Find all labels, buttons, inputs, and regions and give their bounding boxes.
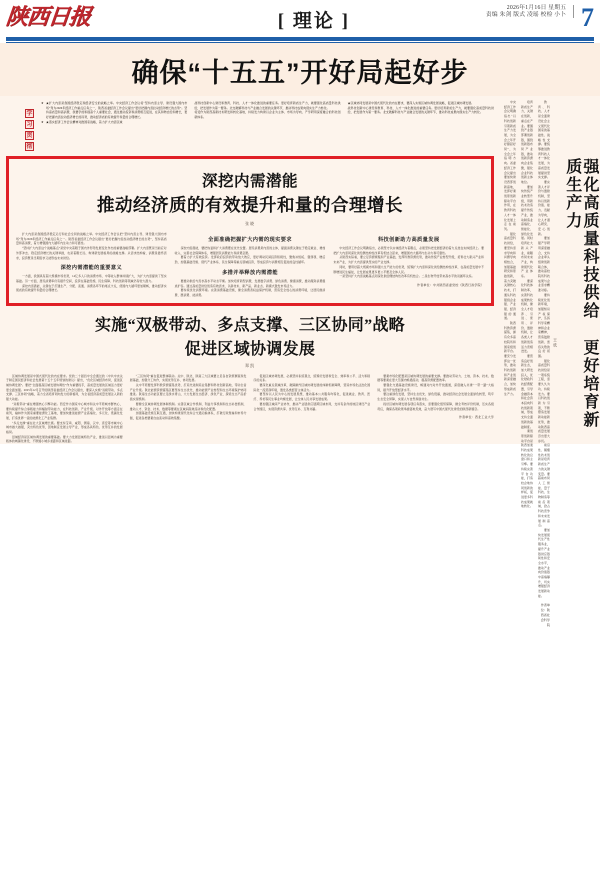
body-paragraph: 要持续优化创新环境，加强知识产权保护，弘扬科学家精神和企业家精神，营造鼓励创新、宽容失败的良好氛围。: [538, 292, 550, 358]
second-article-byline: 郑凯: [245, 362, 255, 368]
body-paragraph: 陕西科教资源富集，拥有众多高校院所和国家级创新平台。要充分发挥这一优势，推动科技创新和产业创新深度融合，加快形成新质生产力。: [504, 321, 516, 396]
body-paragraph: 深挖内需潜能，要把恢复和扩大消费摆在优先位置。居民消费是内需的主体，提振消费关键在于稳定就业、增加收入、完善社会保障体系，增强居民消费能力和消费意愿。: [174, 246, 326, 255]
seal-stamp: 彻: [26, 144, 33, 150]
second-article-column: [6, 374, 123, 445]
lead-paragraph: 将受作为陕西高新技术研发和转化基地，持续发力构建以企业为主体、市场为导向、产学研用深度融合的科技创新体系。: [194, 110, 341, 120]
masthead-center: [126, 2, 502, 33]
body-paragraph: 强化高质量科技供给，要坚持需求导向和问题导向相结合，加强基础研究和原始创新，着力突破关键核心技术，打通从科技强到企业强、产业强、经济强的通道。: [504, 231, 516, 321]
body-paragraph: “多点支撑”重在壮大区域增长极。要支持宝鸡、咸阳、渭南、汉中、延安等市域中心城市做大做强，突出特色优势，因地制宜发展主导产业，形成各具特色、优势互补的发展格局。: [6, 420, 123, 435]
seal-stamp: 贯: [26, 133, 33, 139]
second-article-title-line1: 实施“双极带动、多点支撑、三区协同”战略: [94, 316, 405, 334]
main-article-column: [333, 232, 484, 298]
body-paragraph: 要素市场化配置是区域协调发展的重要支撑。要推动劳动力、土地、资本、技术、数据等要素在更大范围内畅通流动，提高资源配置效率。: [377, 373, 494, 383]
lead-paragraph: ★ ★扩大内需是我国经济稳定和经济安全的战略之举。中央经济工作会议将“坚持内需主导、建设强大国内市场”列为2026年经济工作重点任务之一，陕西省委经济工作会议提出“更好把握内需拉动经济增长的态势”。坚持高质量和高消费，我要学的和提高个人重要社会，通过推动投资和消费相互促进，在其和物自给和增长，更好把握内需拉动经济增长的趋势，推动经济质的有效提升和量的合理增长。: [41, 101, 187, 120]
body-paragraph: 关中平原要发挥科教资源富集优势，打造先进制造业集群和科技创新高地，带动全省产业升级。陕北能源资源富集区要坚持生态优先，推动能源产业转型和生态环境保护协同推进。陕南生态功能区要立足绿水青山，大力发展生态经济、绿色产业，探索生态产品价值实现机制。: [129, 383, 247, 402]
top-strip-column: [194, 101, 340, 151]
lead-paragraph: ★区域协同发展是中国式现代化的内在要求，要深入实施区域协调发展战略，促进区域协调发展。: [347, 101, 475, 105]
lead-paragraph: ★ ★落实经济工作会议精神对推国家战略，着力扩大内需区域: [41, 120, 187, 125]
lead-paragraph: 战科技创新中心建设和教育、科技、人才一体化推进的重要任务。更好培育新质生产力，就要强化高质量科技供给，把发展作为第一要务。北支破解科技与产业融合发展的关键环节，推动科技成果向现实生产力转化。: [347, 105, 494, 115]
editor-credits: 责编 朱剑 版式 凌瑶 校检 小卜: [485, 10, 566, 18]
masthead-logo-text: 陕西日报: [4, 4, 92, 29]
seal-stamp: 习: [26, 122, 33, 128]
main-article-byline: 张晓: [245, 221, 255, 226]
banner-headline-area: [0, 43, 600, 96]
body-paragraph: “坚持扩大内需这个战略基点”是党中央着眼于国内外形势发展变化作出的重要战略部署。扩大内需既是当前应对外部冲击、稳定经济增长的关键举措，也是着眼长远、构建新发展格局的战略支撑。从需求结构看，消费是最终需求，投资既是当期需求又能形成未来供给。: [16, 246, 167, 260]
shaanxi-daily-masthead[interactable]: [6, 2, 126, 34]
main-article-subhead: 多措并举释放内需潜能: [222, 269, 278, 276]
body-paragraph: 中央经济工作会议明确指出，必须坚守以实体经济为着眼点，必须坚持把发展经济的着力点放在实体经济上。要把扩大内需同深化供给侧结构性改革有机结合起来，增强国内大循环内生动力和可靠性。: [333, 246, 485, 255]
body-paragraph: 培育新质生产力，关键在创新，重点在产业。要围绕产业链部署创新链，围绕创新链布局产业链，推动创新资源向企业集聚，强化企业科技创新主体地位。: [521, 100, 533, 184]
body-paragraph: “三区协同”重在促进整体联动。关中、陕北、陕南三大区域要立足各自资源禀赋和发展基础，加强分工协作，实现优势互补、协同发展。: [129, 373, 247, 383]
seal-stamp: 学: [26, 111, 33, 117]
body-paragraph: 前沿性、颠覆性技术创新是培育新质生产力的关键变量。要超前布局人工智能、量子科技、生物制造等前沿领域，抢占科技竞争和未来发展制高点。: [538, 443, 550, 528]
body-paragraph: 扩大内需是我国经济稳定运行和社会全局的战略之举。中央经济工作会议把“坚持内需主导、建设强大国内市场”列为2026年经济工作重点任务之一。陕西省委经济工作会议提出“更好把握内需拉动经济增长的态势”，坚持高质量和高消费，着力增强国内大循环内生动力和可靠性。: [16, 232, 167, 246]
page-section-title: [ 理论 ]: [277, 11, 350, 32]
body-paragraph: 要持续优化消费环境。完善消费基础设施，健全消费者权益保护机制，营造安全放心的消费环境，让居民敢消费、愿消费、能消费。: [174, 288, 326, 297]
masthead: [0, 0, 600, 36]
main-article-column: [175, 232, 326, 298]
main-article-subhead: 全面准确把握扩大内需的现实要求: [208, 237, 292, 243]
top-strip-column: [41, 101, 187, 151]
body-paragraph: 要强化交通基础设施建设，畅通对内对外开放通道，深度融入共建“一带一路”大格局，提升开放型经济水平。: [377, 383, 494, 392]
second-article-title: [6, 312, 494, 359]
body-paragraph: 抓好区域协调发展各项任务落实，需要强化组织保障，健全考核评价机制，压实各级责任，确保各项政策举措落地见效，奋力谱写中国式现代化建设的陕西新篇章。: [377, 401, 494, 411]
body-paragraph: 要深化科技体制改革，完善科技成果转化机制，健全人才培养、引进、使用、评价、激励机制，让各类人才创新创造活力竞相迸发。: [521, 278, 533, 354]
body-paragraph: 要营造良好创新生态，加大研发投入，优化财政科技经费配置，引导金融资本和社会资本投向科技创新领域，形成支持全面创新的基础制度。: [521, 353, 533, 429]
body-paragraph: “双极带动”重在增强核心引擎功能。西安作为国家中心城市和关中平原城市群核心，要持续提升综合承载能力和辐射带动能力，在科技创新、产业升级、对外开放等方面走在前列，榆林作为国家重要能源化工基地，要加快推进能源产业高端化、多元化、低碳化发展，打造世界一流的能源化工产业集群。: [6, 401, 123, 420]
body-paragraph: 促进区域协调发展，必须坚持系统观念，统筹好发展和安全、效率和公平、活力和秩序的关系。: [253, 373, 371, 383]
sidebar-byline: 王欣: [553, 338, 558, 348]
sidebar-vertical-headline: 强化高质量科技供给 更好培育新质生产力: [563, 158, 598, 429]
body-paragraph: 要着力扩大有效投资。发挥政府投资的带动放大效应，更好调动民间投资积极性，聚焦补短板、强弱项、增后劲，加强基础设施、现代产业体系、民生保障等重点领域投资，形成投资与消费相互促进的良性循环。: [174, 255, 326, 265]
page-content: [0, 96, 600, 627]
body-paragraph: 一是坚持扩大内需战略基点同深化供给侧结构性改革有机结合。二是生物开放带来高水平的双循环关系。: [339, 274, 475, 279]
sidebar-credit: 作者单位：陕西省社会科学院: [540, 602, 550, 627]
masthead-right: [485, 2, 594, 32]
body-paragraph: 要加强产学研用深度融合，支持企业牵头组建创新联合体，推动高校院所科技成果与企业需求精准对接。: [538, 236, 550, 293]
second-article-column: [254, 374, 371, 445]
body-paragraph: 区域协调发展是中国式现代化的内在要求。党的二十届四中全会通过的《中共中央关于制定国民经济和社会发展第十五个五年规划的建议》提出，“优化区域经济布局，促进区域协调发展”。要把“全面提高区域发展协调性”作为重要抓手，高质量发展的区域活力更好更全面加强。2025年12月召开的陕西省委经济工作会议提出，要深入实施“双极带动、多点支撑、三区协同”战略，着力全省培育同向发力的新格局，为全省经济高质量发展注入新的强大动能。: [6, 373, 123, 402]
second-article-column: [377, 374, 494, 445]
second-article-title-line2: 促进区域协调发展: [184, 340, 316, 358]
body-paragraph: 县域经济是区域协调发展的重要基础。要大力发展县域特色产业，推进以县城为重要载体的城镇化建设，不断缩小城乡差距和区域差距。: [6, 434, 123, 444]
top-strip: [6, 96, 594, 154]
body-paragraph: 要完善人才评价与激励机制，坚持以创新价值、能力、贡献为导向，让人才潜心研究、安心创新。: [538, 179, 550, 236]
seal-column: [6, 101, 34, 151]
body-paragraph: 一方面，我国具有超大规模市场优势，14亿多人口的消费市场、中等收入群体持续扩大，为扩大内需提供了坚实基础。另一方面，居民消费率仍有提升空间，投资在基础设施、民生保障、科技创新等领域仍有较大潜力。: [16, 274, 167, 283]
body-paragraph: 要加快发展现代生产性服务业，提升产业链供应链韧性和安全水平，推动产业向价值链中高端攀升，切实增强经济发展新动能。: [538, 527, 550, 598]
date-block: [485, 4, 574, 18]
body-paragraph: 要加快传统产业转型升级，用新技术改造提升传统产业，推动制造业高端化、智能化、绿色化发展。同时培育壮大新兴产业，前瞻布局未来产业，构建现代化产业体系。: [521, 184, 533, 279]
top-strip-column: [348, 101, 494, 151]
banner-headline: 确保“十五五”开好局起好步: [131, 58, 469, 88]
page-number: 7: [581, 3, 594, 32]
main-article-subhead: 科技创新助力高质量发展: [377, 237, 440, 243]
body-paragraph: 强化高质量科技供给是一项系统工程，需要久久为功、持续发力。要以科技创新为引领，不断塑造发展新动能新优势，推动陕西高质量发展迈出更大步伐。: [538, 358, 550, 443]
body-paragraph: 同时，要用好超大规模市场和强大生产能力的优势，统筹扩大内需和深化供给侧结构性改革，在高质量发展中不断增进民生福祉，让发展成果更多更公平惠及全体人民。: [333, 264, 485, 274]
main-article-column: [16, 232, 167, 298]
main-article: [6, 156, 494, 306]
publication-date: 2026年1月16日 星期五: [506, 4, 566, 11]
body-paragraph: 要健全区域协调发展体制机制。完善区域合作机制、利益分享机制和生态补偿机制，推动人才、资金、技术、数据等要素在区域间高效流动和优化配置。: [129, 401, 247, 411]
masthead-rule-thick: [6, 37, 594, 41]
body-paragraph: 中央经济工作会议明确指出“以科技创新引领新质生产力发展，为全会之年开好篇起好局”，为全会之年指明方向。省委经济工作会议提出要加快建设西部创新高地，发挥好秦创原创新驱动平台作用，在教育科技人才一体化发展上走在前列。: [504, 100, 516, 231]
main-article-columns: [16, 232, 484, 298]
body-paragraph: 要注重绿色发展，坚持生态优先、绿色低碳，推动经济社会发展全面绿色转型，筑牢生态安全屏障，实现人与自然和谐共生。: [377, 392, 494, 402]
second-article-columns: [6, 374, 494, 445]
main-article-title-line2: 推动经济质的有效提升和量的合理增长: [97, 195, 403, 215]
main-article-subhead: 深挖内需潜能的重要意义: [60, 265, 123, 272]
body-paragraph: 加强基础设施互联互通，加快构建现代化综合交通运输体系，打破行政壁垒和市场分割，促进各类要素自由流动和高效集聚。: [129, 411, 247, 420]
body-paragraph: 要深化重点领域改革，破除制约区域协调发展的体制机制障碍，营造市场化法治化国际化一流营商环境，激发各类经营主体活力。: [253, 383, 371, 392]
main-article-credit: 作者单位：中共陕西省委党校（陕西行政学院）: [416, 282, 485, 287]
body-paragraph: 从陕西实际看，要立足资源禀赋和产业基础，发挥科教资源优势，推动传统产业转型升级，培育壮大新兴产业和未来产业，为扩大内需提供坚实的产业支撑。: [333, 255, 485, 265]
body-paragraph: 要坚持以人民为中心的发展思想，推动基本公共服务均等化，促进就业、教育、医疗、养老等民生事业均衡发展，让全体人民共享发展成果。: [253, 392, 371, 402]
second-article-credit: 作者单位：西北工业大学: [458, 415, 494, 420]
lead-paragraph: 战科技创新中心建设和教育、科技、人才一体化推进的重要任务。更好培育新质生产力，就要强化高质量科技供给，把发展作为第一要务。北支破解科技与产业融合发展的关键环节，推动科技成果向现实生产力转化。: [194, 101, 341, 110]
body-paragraph: 深挖内需潜能，关键在于打通生产、分配、流通、消费各环节的堵点卡点，使国内大循环更加顺畅，推动经济实现质的有效提升和量的合理增长。: [16, 283, 167, 293]
body-paragraph: 教育、科技、人才是全面建设社会主义现代化国家的基础性、战略性支撑。要统筹推进教育科技人才一体化发展，为高质量发展提供坚实支撑。: [538, 100, 550, 180]
main-article-title-line1: 深挖内需潜能: [201, 173, 298, 190]
second-article-column: [130, 374, 247, 445]
body-paragraph: 秦创原创新驱动平台是陕西加速科技成果转化的总窗口和主引擎。要持续完善平台功能，打造校企地协同创新的样板，促进更多科技成果就地转化。: [521, 429, 533, 509]
main-article-title: [16, 169, 484, 217]
body-paragraph: 要加强区域间产业协作，推动产业链供应链跨区域布局，支持有条件的地区建设产业合作园区，实现资源共享、优势互补、互利共赢。: [253, 401, 371, 411]
body-paragraph: 要推动供给与需求高水平动态平衡。加快培育新型消费，发展数字消费、绿色消费、健康消费，推动服务消费提质扩容。通过高质量供给创造有效需求，以新技术、新产品、新业态、新模式激发市场活力。: [174, 278, 326, 288]
